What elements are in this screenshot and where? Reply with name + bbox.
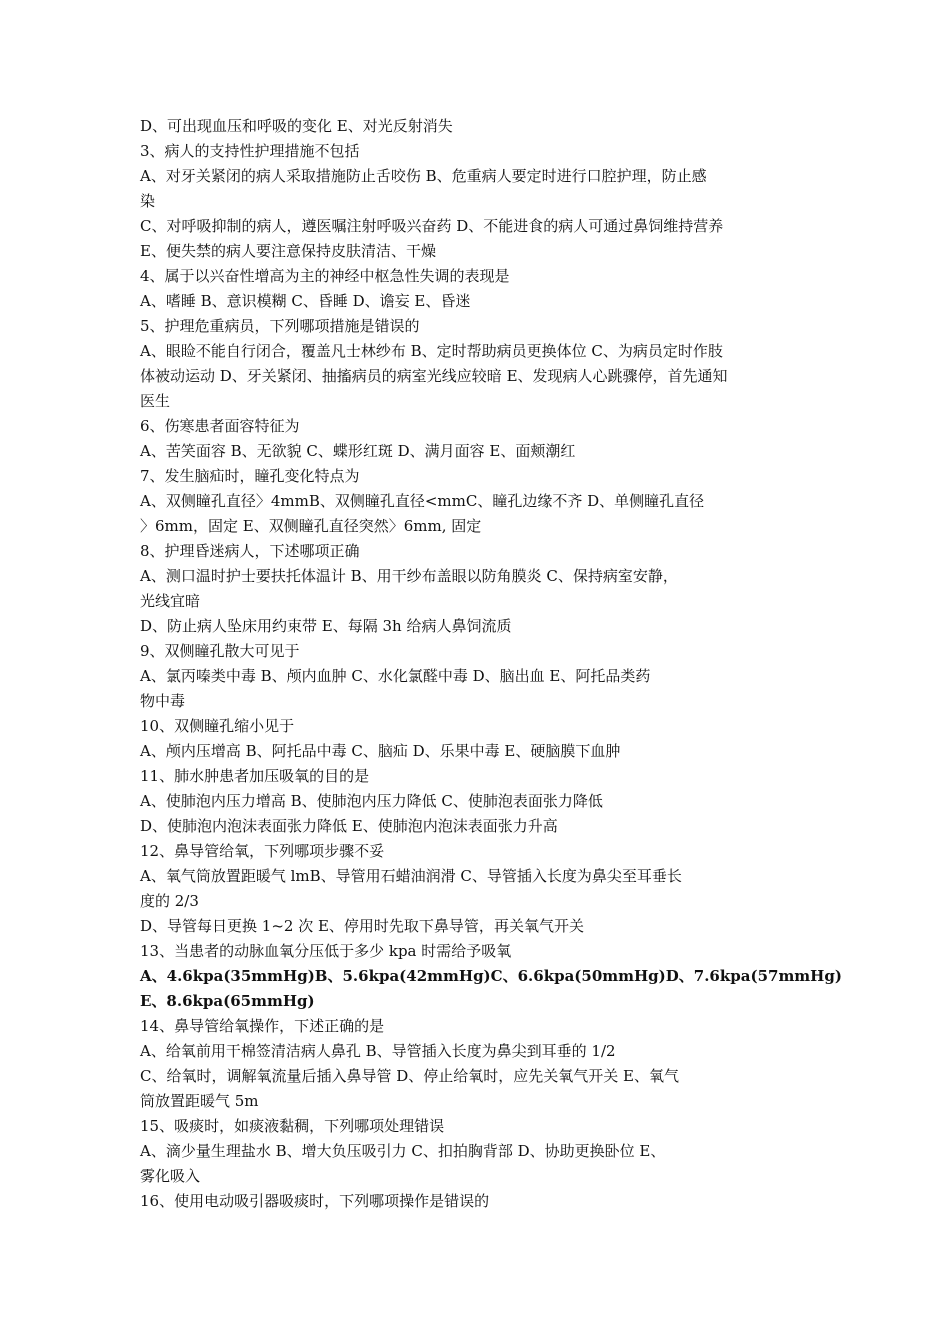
text-line: 3、病人的支持性护理措施不包括: [140, 142, 360, 160]
text-line: 物中毒: [140, 692, 186, 710]
text-line: E、便失禁的病人要注意保持皮肤清洁、干燥: [140, 242, 436, 260]
text-line: A、对牙关紧闭的病人采取措施防止舌咬伤 B、危重病人要定时进行口腔护理，防止感: [140, 167, 707, 185]
text-line: 6、伤寒患者面容特征为: [140, 417, 300, 435]
text-line: D、使肺泡内泡沫表面张力降低 E、使肺泡内泡沫表面张力升高: [140, 817, 558, 835]
text-line: 12、鼻导管给氧，下列哪项步骤不妥: [140, 842, 385, 860]
text-line: A、给氧前用干棉签清洁病人鼻孔 B、导管插入长度为鼻尖到耳垂的 1/2: [140, 1042, 616, 1060]
text-line: A、双侧瞳孔直径〉4mmB、双侧瞳孔直径<mmC、瞳孔边缘不齐 D、单侧瞳孔直径: [140, 492, 705, 510]
text-line: 度的 2/3: [140, 892, 199, 910]
exam-question-text: [140, 114, 842, 1214]
text-line: 8、护理昏迷病人，下述哪项正确: [140, 542, 360, 560]
text-line: C、对呼吸抑制的病人，遵医嘱注射呼吸兴奋药 D、不能进食的病人可通过鼻饲维持营养: [140, 217, 724, 235]
text-line: 筒放置距暖气 5m: [140, 1092, 259, 1110]
text-line: A、苦笑面容 B、无欲貌 C、蝶形红斑 D、满月面容 E、面颊潮红: [140, 442, 576, 460]
text-line: A、氧气筒放置距暖气 lmB、导管用石蜡油润滑 C、导管插入长度为鼻尖至耳垂长: [140, 867, 682, 885]
text-line: 13、当患者的动脉血氧分压低于多少 kpa 时需给予吸氧: [140, 942, 512, 960]
text-line: A、嗜睡 B、意识模糊 C、昏睡 D、谵妄 E、昏迷: [140, 292, 471, 310]
text-line: A、氯丙嗪类中毒 B、颅内血肿 C、水化氯醛中毒 D、脑出血 E、阿托品类药: [140, 667, 651, 685]
text-line: E、8.6kpa(65mmHg): [140, 992, 315, 1010]
text-line: 体被动运动 D、牙关紧闭、抽搐病员的病室光线应较暗 E、发现病人心跳骤停，首先通知: [140, 367, 728, 385]
text-line: 雾化吸入: [140, 1167, 201, 1185]
text-line: 医生: [140, 392, 171, 410]
text-line: 4、属于以兴奋性增高为主的神经中枢急性失调的表现是: [140, 267, 510, 285]
text-line: A、使肺泡内压力增高 B、使肺泡内压力降低 C、使肺泡表面张力降低: [140, 792, 603, 810]
text-line: D、防止病人坠床用约束带 E、每隔 3h 给病人鼻饲流质: [140, 617, 512, 635]
text-line: 14、鼻导管给氧操作，下述正确的是: [140, 1017, 385, 1035]
text-line: A、颅内压增高 B、阿托品中毒 C、脑疝 D、乐果中毒 E、硬脑膜下血肿: [140, 742, 621, 760]
text-line: 10、双侧瞳孔缩小见于: [140, 717, 295, 735]
text-line: 16、使用电动吸引器吸痰时，下列哪项操作是错误的: [140, 1192, 490, 1210]
text-line: 光线宜暗: [140, 592, 201, 610]
text-line: A、测口温时护士要扶托体温计 B、用干纱布盖眼以防角膜炎 C、保持病室安静，: [140, 567, 678, 585]
text-line: A、4.6kpa(35mmHg)B、5.6kpa(42mmHg)C、6.6kpa(50mmHg)D、7.6kpa(57mmHg): [140, 967, 842, 985]
text-line: 染: [140, 192, 156, 210]
text-line: A、眼睑不能自行闭合，覆盖凡士林纱布 B、定时帮助病员更换体位 C、为病员定时作肢: [140, 342, 723, 360]
text-line: D、可出现血压和呼吸的变化 E、对光反射消失: [140, 117, 453, 135]
text-line: C、给氧时，调解氧流量后插入鼻导管 D、停止给氧时，应先关氧气开关 E、氧气: [140, 1067, 679, 1085]
text-line: 15、吸痰时，如痰液黏稠，下列哪项处理错误: [140, 1117, 445, 1135]
text-line: 〉6mm，固定 E、双侧瞳孔直径突然〉6mm, 固定: [140, 517, 482, 535]
text-line: A、滴少量生理盐水 B、增大负压吸引力 C、扣拍胸背部 D、协助更换卧位 E、: [140, 1142, 666, 1160]
text-line: 7、发生脑疝时，瞳孔变化特点为: [140, 467, 360, 485]
text-line: 9、双侧瞳孔散大可见于: [140, 642, 300, 660]
text-line: D、导管每日更换 1~2 次 E、停用时先取下鼻导管，再关氧气开关: [140, 917, 584, 935]
text-line: 11、肺水肿患者加压吸氧的目的是: [140, 767, 370, 785]
text-line: 5、护理危重病员，下列哪项措施是错误的: [140, 317, 420, 335]
